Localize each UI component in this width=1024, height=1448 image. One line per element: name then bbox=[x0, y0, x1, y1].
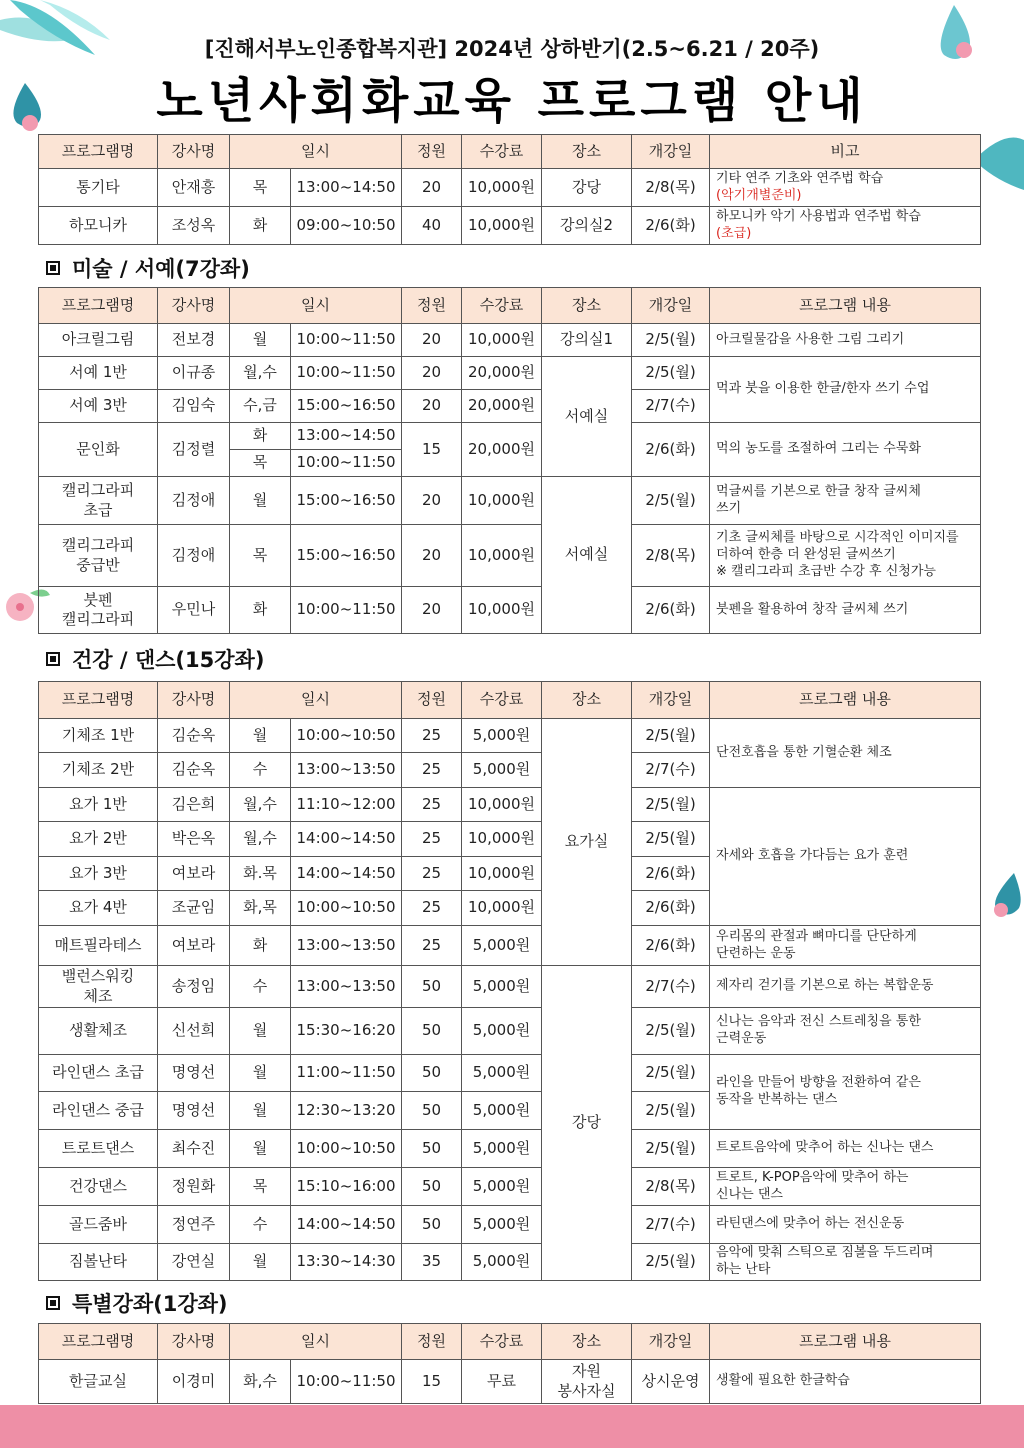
fee: 5,000원 bbox=[462, 1130, 542, 1168]
teacher-name: 최수진 bbox=[158, 1130, 230, 1168]
time: 13:00~14:50 bbox=[291, 423, 402, 450]
day: 화 bbox=[230, 926, 291, 966]
start-date: 2/5(월) bbox=[632, 1092, 710, 1130]
day: 월,수 bbox=[230, 822, 291, 857]
capacity: 25 bbox=[402, 753, 462, 788]
remark-red-text: (악기개별준비) bbox=[716, 187, 802, 203]
time: 10:00~11:50 bbox=[291, 587, 402, 634]
square-bullet-icon bbox=[46, 261, 60, 275]
start-date: 2/6(화) bbox=[632, 926, 710, 966]
remark bbox=[710, 169, 981, 207]
section-heading-text: 건강 / 댄스(15강좌) bbox=[72, 648, 265, 672]
day: 월 bbox=[230, 1244, 291, 1281]
fee: 10,000원 bbox=[462, 822, 542, 857]
table-row bbox=[39, 1244, 981, 1281]
fee: 20,000원 bbox=[462, 423, 542, 477]
program-name: 건강댄스 bbox=[39, 1168, 158, 1206]
fee: 10,000원 bbox=[462, 525, 542, 587]
col-teacher: 강사명 bbox=[158, 288, 230, 324]
table-row bbox=[39, 966, 981, 1008]
square-bullet-icon bbox=[46, 652, 60, 666]
time: 13:00~13:50 bbox=[291, 926, 402, 966]
col-program: 프로그램명 bbox=[39, 288, 158, 324]
special-table bbox=[38, 1323, 981, 1404]
time: 14:00~14:50 bbox=[291, 857, 402, 891]
col-content: 프로그램 내용 bbox=[710, 682, 981, 719]
col-schedule: 일시 bbox=[230, 1324, 402, 1360]
time: 10:00~11:50 bbox=[291, 357, 402, 390]
fee: 5,000원 bbox=[462, 1244, 542, 1281]
place: 강당 bbox=[542, 966, 632, 1281]
time: 15:00~16:50 bbox=[291, 390, 402, 423]
col-capacity: 정원 bbox=[402, 682, 462, 719]
capacity: 25 bbox=[402, 788, 462, 822]
day: 화,수 bbox=[230, 1360, 291, 1404]
program-content: 단전호흡을 통한 기혈순환 체조 bbox=[710, 719, 981, 788]
square-bullet-icon bbox=[46, 1296, 60, 1310]
time: 10:00~11:50 bbox=[291, 324, 402, 357]
program-content: 우리몸의 관절과 뼈마디를 단단하게 단련하는 운동 bbox=[710, 926, 981, 966]
table-header-row bbox=[39, 682, 981, 719]
capacity: 15 bbox=[402, 423, 462, 477]
col-teacher: 강사명 bbox=[158, 682, 230, 719]
capacity: 25 bbox=[402, 822, 462, 857]
start-date: 2/6(화) bbox=[632, 891, 710, 926]
program-content: 붓펜을 활용하여 창작 글씨체 쓰기 bbox=[710, 587, 981, 634]
start-date: 2/5(월) bbox=[632, 719, 710, 753]
capacity: 35 bbox=[402, 1244, 462, 1281]
table-row bbox=[39, 1168, 981, 1206]
section-heading-special bbox=[46, 1288, 228, 1318]
teacher-name: 박은옥 bbox=[158, 822, 230, 857]
fee: 5,000원 bbox=[462, 1206, 542, 1244]
teacher-name: 조균임 bbox=[158, 891, 230, 926]
page-title: 노년사회화교육 프로그램 안내 bbox=[156, 73, 868, 129]
start-date: 상시운영 bbox=[632, 1360, 710, 1404]
start-date: 2/6(화) bbox=[632, 207, 710, 245]
day: 목 bbox=[230, 169, 291, 207]
day: 수,금 bbox=[230, 390, 291, 423]
col-place: 장소 bbox=[542, 135, 632, 169]
table-row bbox=[39, 477, 981, 525]
day: 화 bbox=[230, 207, 291, 245]
fee: 10,000원 bbox=[462, 477, 542, 525]
fee: 5,000원 bbox=[462, 1092, 542, 1130]
program-content: 트로트, K-POP음악에 맞추어 하는 신나는 댄스 bbox=[710, 1168, 981, 1206]
fee: 5,000원 bbox=[462, 966, 542, 1008]
day: 화.목 bbox=[230, 857, 291, 891]
day: 월 bbox=[230, 1092, 291, 1130]
program-name: 서예 3반 bbox=[39, 390, 158, 423]
time: 13:00~13:50 bbox=[291, 966, 402, 1008]
program-content: 먹글씨를 기본으로 한글 창작 글씨체 쓰기 bbox=[710, 477, 981, 525]
start-date: 2/5(월) bbox=[632, 1130, 710, 1168]
table-row bbox=[39, 788, 981, 822]
program-content: 신나는 음악과 전신 스트레칭을 통한 근력운동 bbox=[710, 1008, 981, 1055]
start-date: 2/7(수) bbox=[632, 753, 710, 788]
teacher-name: 김순옥 bbox=[158, 719, 230, 753]
col-program: 프로그램명 bbox=[39, 135, 158, 169]
teacher-name: 명영선 bbox=[158, 1092, 230, 1130]
teacher-name: 전보경 bbox=[158, 324, 230, 357]
table-row bbox=[39, 587, 981, 634]
place: 서예실 bbox=[542, 357, 632, 477]
capacity: 50 bbox=[402, 1206, 462, 1244]
capacity: 50 bbox=[402, 1168, 462, 1206]
col-schedule: 일시 bbox=[230, 135, 402, 169]
day: 화,목 bbox=[230, 891, 291, 926]
capacity: 15 bbox=[402, 1360, 462, 1404]
start-date: 2/6(화) bbox=[632, 587, 710, 634]
day: 수 bbox=[230, 966, 291, 1008]
program-name: 문인화 bbox=[39, 423, 158, 477]
program-content: 아크릴물감을 사용한 그림 그리기 bbox=[710, 324, 981, 357]
col-fee: 수강료 bbox=[462, 682, 542, 719]
program-content: 제자리 걷기를 기본으로 하는 복합운동 bbox=[710, 966, 981, 1008]
table-row bbox=[39, 169, 981, 207]
col-schedule: 일시 bbox=[230, 288, 402, 324]
teacher-name: 김순옥 bbox=[158, 753, 230, 788]
day: 목 bbox=[230, 1168, 291, 1206]
art-table bbox=[38, 287, 981, 634]
page-subtitle: [진해서부노인종합복지관] 2024년 상하반기(2.5~6.21 / 20주) bbox=[204, 37, 820, 61]
time: 15:10~16:00 bbox=[291, 1168, 402, 1206]
fee: 5,000원 bbox=[462, 1055, 542, 1092]
time: 15:00~16:50 bbox=[291, 525, 402, 587]
time: 14:00~14:50 bbox=[291, 1206, 402, 1244]
teacher-name: 여보라 bbox=[158, 857, 230, 891]
col-fee: 수강료 bbox=[462, 135, 542, 169]
table-row bbox=[39, 1130, 981, 1168]
fee: 5,000원 bbox=[462, 926, 542, 966]
capacity: 50 bbox=[402, 1055, 462, 1092]
time: 13:00~13:50 bbox=[291, 753, 402, 788]
time: 11:10~12:00 bbox=[291, 788, 402, 822]
col-teacher: 강사명 bbox=[158, 135, 230, 169]
col-start: 개강일 bbox=[632, 288, 710, 324]
teacher-name: 이경미 bbox=[158, 1360, 230, 1404]
fee: 10,000원 bbox=[462, 169, 542, 207]
start-date: 2/5(월) bbox=[632, 1055, 710, 1092]
time: 10:00~10:50 bbox=[291, 719, 402, 753]
day: 화 bbox=[230, 587, 291, 634]
program-content: 음악에 맞춰 스틱으로 짐볼을 두드리며 하는 난타 bbox=[710, 1244, 981, 1281]
table-row bbox=[39, 719, 981, 753]
col-start: 개강일 bbox=[632, 135, 710, 169]
day: 월 bbox=[230, 1130, 291, 1168]
start-date: 2/7(수) bbox=[632, 390, 710, 423]
day: 월,수 bbox=[230, 357, 291, 390]
capacity: 50 bbox=[402, 966, 462, 1008]
place: 요가실 bbox=[542, 719, 632, 966]
time: 15:00~16:50 bbox=[291, 477, 402, 525]
teacher-name: 강연실 bbox=[158, 1244, 230, 1281]
time: 10:00~10:50 bbox=[291, 1130, 402, 1168]
teacher-name: 신선희 bbox=[158, 1008, 230, 1055]
time: 11:00~11:50 bbox=[291, 1055, 402, 1092]
col-program: 프로그램명 bbox=[39, 682, 158, 719]
program-name: 서예 1반 bbox=[39, 357, 158, 390]
day: 화 bbox=[230, 423, 291, 450]
capacity: 25 bbox=[402, 719, 462, 753]
place: 강의실1 bbox=[542, 324, 632, 357]
teacher-name: 정연주 bbox=[158, 1206, 230, 1244]
capacity: 50 bbox=[402, 1008, 462, 1055]
time: 15:30~16:20 bbox=[291, 1008, 402, 1055]
music-table bbox=[38, 134, 981, 245]
col-fee: 수강료 bbox=[462, 1324, 542, 1360]
remark-text: 기타 연주 기초와 연주법 학습 bbox=[716, 170, 884, 186]
place: 강당 bbox=[542, 169, 632, 207]
start-date: 2/5(월) bbox=[632, 822, 710, 857]
program-name: 요가 2반 bbox=[39, 822, 158, 857]
table-row bbox=[39, 207, 981, 245]
teacher-name: 우민나 bbox=[158, 587, 230, 634]
teacher-name: 김정렬 bbox=[158, 423, 230, 477]
table-header-row bbox=[39, 1324, 981, 1360]
day: 목 bbox=[230, 450, 291, 477]
start-date: 2/7(수) bbox=[632, 1206, 710, 1244]
capacity: 20 bbox=[402, 525, 462, 587]
start-date: 2/8(목) bbox=[632, 169, 710, 207]
start-date: 2/5(월) bbox=[632, 477, 710, 525]
program-content: 생활에 필요한 한글학습 bbox=[710, 1360, 981, 1404]
program-name: 붓펜 캘리그라피 bbox=[39, 587, 158, 634]
table-header-row bbox=[39, 135, 981, 169]
section-heading-art bbox=[46, 253, 250, 283]
start-date: 2/5(월) bbox=[632, 1008, 710, 1055]
start-date: 2/8(목) bbox=[632, 525, 710, 587]
program-name: 요가 4반 bbox=[39, 891, 158, 926]
table-row bbox=[39, 324, 981, 357]
col-program: 프로그램명 bbox=[39, 1324, 158, 1360]
table-row bbox=[39, 357, 981, 390]
table-row bbox=[39, 1055, 981, 1092]
program-name: 하모니카 bbox=[39, 207, 158, 245]
col-teacher: 강사명 bbox=[158, 1324, 230, 1360]
program-name: 라인댄스 중급 bbox=[39, 1092, 158, 1130]
teacher-name: 김은희 bbox=[158, 788, 230, 822]
teacher-name: 송정임 bbox=[158, 966, 230, 1008]
program-name: 한글교실 bbox=[39, 1360, 158, 1404]
teacher-name: 조성옥 bbox=[158, 207, 230, 245]
fee: 20,000원 bbox=[462, 357, 542, 390]
fee: 5,000원 bbox=[462, 719, 542, 753]
col-schedule: 일시 bbox=[230, 682, 402, 719]
program-name: 캘리그라피 중급반 bbox=[39, 525, 158, 587]
program-content: 트로트음악에 맞추어 하는 신나는 댄스 bbox=[710, 1130, 981, 1168]
fee: 10,000원 bbox=[462, 324, 542, 357]
time: 10:00~11:50 bbox=[291, 450, 402, 477]
teacher-name: 김임숙 bbox=[158, 390, 230, 423]
program-name: 트로트댄스 bbox=[39, 1130, 158, 1168]
program-content: 라틴댄스에 맞추어 하는 전신운동 bbox=[710, 1206, 981, 1244]
table-header-row bbox=[39, 288, 981, 324]
place: 강의실2 bbox=[542, 207, 632, 245]
col-place: 장소 bbox=[542, 288, 632, 324]
health-table bbox=[38, 681, 981, 1281]
col-capacity: 정원 bbox=[402, 1324, 462, 1360]
col-place: 장소 bbox=[542, 1324, 632, 1360]
table-row bbox=[39, 1360, 981, 1404]
col-content: 프로그램 내용 bbox=[710, 1324, 981, 1360]
program-name: 요가 3반 bbox=[39, 857, 158, 891]
time: 13:30~14:30 bbox=[291, 1244, 402, 1281]
program-name: 통기타 bbox=[39, 169, 158, 207]
place: 자원 봉사자실 bbox=[542, 1360, 632, 1404]
fee: 10,000원 bbox=[462, 891, 542, 926]
start-date: 2/5(월) bbox=[632, 324, 710, 357]
start-date: 2/6(화) bbox=[632, 857, 710, 891]
table-row bbox=[39, 926, 981, 966]
program-content: 먹과 붓을 이용한 한글/한자 쓰기 수업 bbox=[710, 357, 981, 423]
capacity: 20 bbox=[402, 390, 462, 423]
table-row bbox=[39, 1008, 981, 1055]
teacher-name: 명영선 bbox=[158, 1055, 230, 1092]
program-name: 라인댄스 초급 bbox=[39, 1055, 158, 1092]
capacity: 25 bbox=[402, 891, 462, 926]
capacity: 25 bbox=[402, 857, 462, 891]
col-content: 프로그램 내용 bbox=[710, 288, 981, 324]
teacher-name: 정원화 bbox=[158, 1168, 230, 1206]
fee: 10,000원 bbox=[462, 207, 542, 245]
teacher-name: 여보라 bbox=[158, 926, 230, 966]
program-content: 자세와 호흡을 가다듬는 요가 훈련 bbox=[710, 788, 981, 926]
leaf-decoration-icon bbox=[974, 130, 1024, 200]
capacity: 20 bbox=[402, 357, 462, 390]
day: 월 bbox=[230, 1055, 291, 1092]
program-name: 기체조 1반 bbox=[39, 719, 158, 753]
start-date: 2/5(월) bbox=[632, 357, 710, 390]
teardrop-decoration-icon bbox=[989, 868, 1024, 923]
day: 수 bbox=[230, 1206, 291, 1244]
col-remark: 비고 bbox=[710, 135, 981, 169]
teacher-name: 이규종 bbox=[158, 357, 230, 390]
col-place: 장소 bbox=[542, 682, 632, 719]
fee: 5,000원 bbox=[462, 1008, 542, 1055]
table-row bbox=[39, 1206, 981, 1244]
start-date: 2/5(월) bbox=[632, 1244, 710, 1281]
teacher-name: 김정애 bbox=[158, 477, 230, 525]
time: 13:00~14:50 bbox=[291, 169, 402, 207]
capacity: 20 bbox=[402, 587, 462, 634]
start-date: 2/7(수) bbox=[632, 966, 710, 1008]
table-row bbox=[39, 525, 981, 587]
section-heading-text: 특별강좌(1강좌) bbox=[72, 1292, 228, 1316]
capacity: 25 bbox=[402, 926, 462, 966]
day: 월 bbox=[230, 1008, 291, 1055]
start-date: 2/8(목) bbox=[632, 1168, 710, 1206]
fee: 5,000원 bbox=[462, 1168, 542, 1206]
start-date: 2/6(화) bbox=[632, 423, 710, 477]
remark-text: 하모니카 악기 사용법과 연주법 학습 bbox=[716, 208, 921, 224]
fee: 10,000원 bbox=[462, 788, 542, 822]
section-heading-text: 미술 / 서예(7강좌) bbox=[72, 257, 250, 281]
remark-red-text: (초급) bbox=[716, 225, 752, 241]
day: 월 bbox=[230, 324, 291, 357]
table-row bbox=[39, 423, 981, 450]
teacher-name: 안재흥 bbox=[158, 169, 230, 207]
start-date: 2/5(월) bbox=[632, 788, 710, 822]
day: 수 bbox=[230, 753, 291, 788]
time: 10:00~10:50 bbox=[291, 891, 402, 926]
program-name: 캘리그라피 초급 bbox=[39, 477, 158, 525]
program-name: 골드줌바 bbox=[39, 1206, 158, 1244]
day: 월 bbox=[230, 477, 291, 525]
place: 서예실 bbox=[542, 477, 632, 634]
capacity: 20 bbox=[402, 169, 462, 207]
capacity: 50 bbox=[402, 1092, 462, 1130]
program-content: 먹의 농도를 조절하여 그리는 수묵화 bbox=[710, 423, 981, 477]
col-fee: 수강료 bbox=[462, 288, 542, 324]
capacity: 20 bbox=[402, 477, 462, 525]
capacity: 40 bbox=[402, 207, 462, 245]
program-content: 라인을 만들어 방향을 전환하여 같은 동작을 반복하는 댄스 bbox=[710, 1055, 981, 1130]
capacity: 20 bbox=[402, 324, 462, 357]
fee: 10,000원 bbox=[462, 857, 542, 891]
capacity: 50 bbox=[402, 1130, 462, 1168]
time: 12:30~13:20 bbox=[291, 1092, 402, 1130]
program-name: 아크릴그림 bbox=[39, 324, 158, 357]
col-start: 개강일 bbox=[632, 682, 710, 719]
fee: 20,000원 bbox=[462, 390, 542, 423]
program-name: 기체조 2반 bbox=[39, 753, 158, 788]
day: 목 bbox=[230, 525, 291, 587]
program-name: 생활체조 bbox=[39, 1008, 158, 1055]
program-content: 기초 글씨체를 바탕으로 시각적인 이미지를 더하여 한층 더 완성된 글씨쓰기 ※ 캘리그라피 초급반 수강 후 신청가능 bbox=[710, 525, 981, 587]
bottom-decoration-band bbox=[0, 1405, 1024, 1448]
day: 월 bbox=[230, 719, 291, 753]
section-heading-health bbox=[46, 644, 264, 674]
fee: 5,000원 bbox=[462, 753, 542, 788]
program-name: 밸런스워킹 체조 bbox=[39, 966, 158, 1008]
time: 09:00~10:50 bbox=[291, 207, 402, 245]
program-name: 매트필라테스 bbox=[39, 926, 158, 966]
remark bbox=[710, 207, 981, 245]
program-name: 짐볼난타 bbox=[39, 1244, 158, 1281]
time: 14:00~14:50 bbox=[291, 822, 402, 857]
fee: 무료 bbox=[462, 1360, 542, 1404]
col-capacity: 정원 bbox=[402, 288, 462, 324]
fee: 10,000원 bbox=[462, 587, 542, 634]
day: 월,수 bbox=[230, 788, 291, 822]
col-capacity: 정원 bbox=[402, 135, 462, 169]
program-name: 요가 1반 bbox=[39, 788, 158, 822]
teacher-name: 김정애 bbox=[158, 525, 230, 587]
col-start: 개강일 bbox=[632, 1324, 710, 1360]
time: 10:00~11:50 bbox=[291, 1360, 402, 1404]
